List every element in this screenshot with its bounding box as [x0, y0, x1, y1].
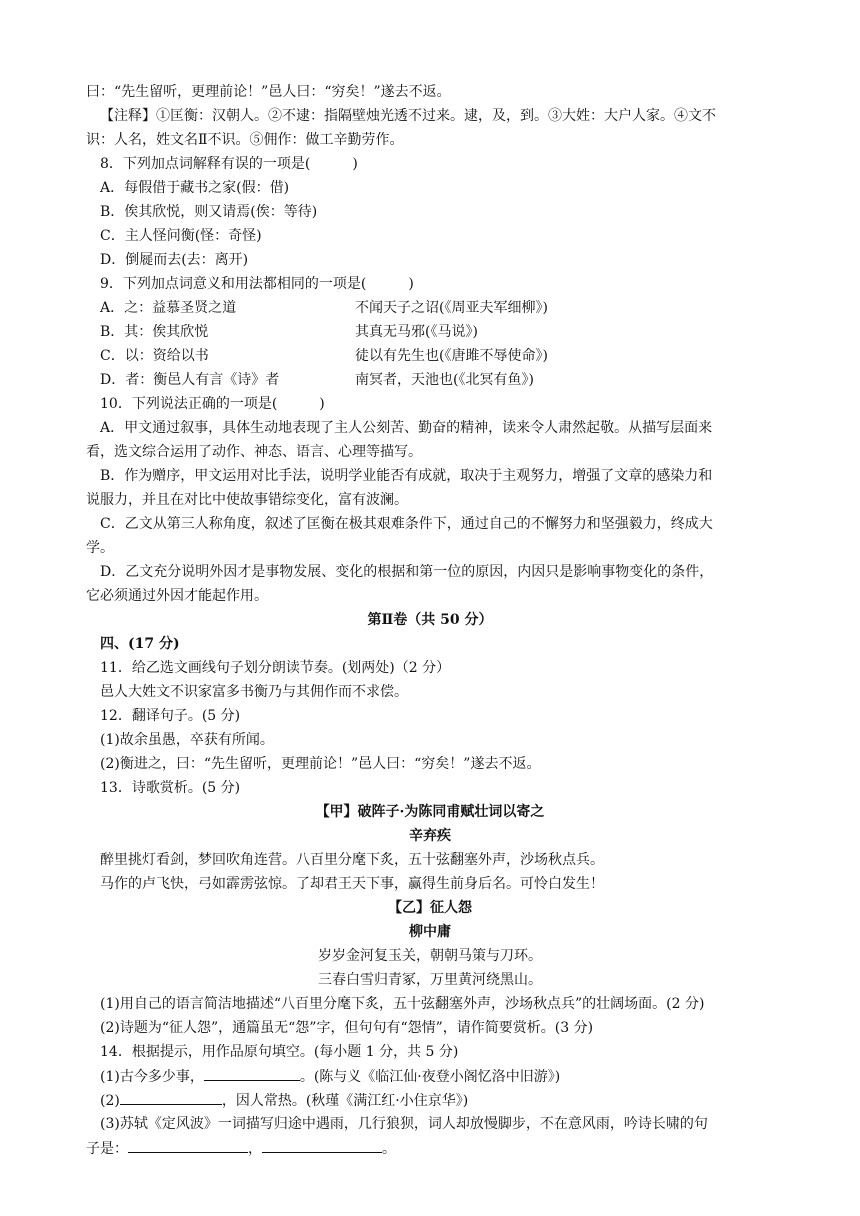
q13-sub-question-2: (2)诗题为“征人怨”，通篇虽无“怨”字，但句句有“怨情”，请作简要赏析。(3 分): [100, 1020, 594, 1036]
q13-sub-question-1: (1)用自己的语言简洁地描述“八百里分麾下炙，五十弦翻塞外声，沙场秋点兵”的壮阔场面。(2 分): [100, 996, 705, 1012]
poem-2-line-2: 三春白雪归青冢，万里黄河绕黑山。: [318, 972, 542, 988]
q8-option-c: C．主人怪问衡(怪：奇怪): [100, 228, 262, 244]
q9-option-b-right: 其真无马邪(《马说》): [355, 324, 478, 340]
poem-1-title: 【甲】破阵子·为陈同甫赋壮词以寄之: [315, 804, 545, 820]
q14-item-3-answer-blank-1[interactable]: [128, 1138, 248, 1153]
q11-sentence: 邑人大姓文不识家富多书衡乃与其佣作而不求偿。: [100, 684, 408, 700]
q9-option-a-left: A．之：益慕圣贤之道: [100, 300, 237, 316]
q8-option-d: D．倒屣而去(去：离开): [100, 252, 249, 268]
q12-sentence-2: (2)衡进之，曰：“先生留听，更理前论！”邑人曰：“穷矣！”遂去不返。: [100, 756, 541, 772]
q10-d-line-2: 它必须通过外因才能起作用。: [86, 588, 268, 604]
q14-item-3-line-2: [86, 1138, 396, 1159]
q14-item-1: [100, 1066, 560, 1087]
poem-2-line-1: 岁岁金河复玉关，朝朝马策与刀环。: [318, 948, 542, 964]
q9-option-a-right: 不闻天子之诏(《周亚夫军细柳》): [355, 300, 548, 316]
q12-sentence-1: (1)故余虽愚，卒获有所闻。: [100, 732, 274, 748]
q14-stem: 14．根据提示，用作品原句填空。(每小题 1 分，共 5 分): [100, 1044, 459, 1060]
q10-stem: 10．下列说法正确的一项是( ): [100, 396, 325, 412]
q10-c-line-2: 学。: [86, 540, 114, 556]
q8-option-b: B．俟其欣悦，则又请焉(俟：等待): [100, 204, 318, 220]
q14-item-3-separator: ，: [248, 1141, 262, 1157]
q8-stem: 8．下列加点词解释有误的一项是( ): [100, 156, 358, 172]
q14-item-1-prefix: (1)古今多少事，: [100, 1069, 204, 1085]
q10-a-line-1: A．甲文通过叙事，具体生动地表现了主人公刻苦、勤奋的精神，读来令人肃然起敬。从描写层面来: [100, 420, 713, 436]
passage-end-line: 曰：“先生留听，更理前论！”邑人曰：“穷矣！”遂去不返。: [86, 84, 451, 100]
section-4-heading: 四、(17 分): [100, 636, 180, 652]
poem-2-author: 柳中庸: [409, 924, 451, 940]
q14-item-2-suffix: ，因人常热。(秋瑾《满江红·小住京华》): [221, 1093, 469, 1109]
q14-item-3-prefix: 子是：: [86, 1141, 128, 1157]
q13-stem: 13．诗歌赏析。(5 分): [100, 780, 241, 796]
q14-item-1-answer-blank[interactable]: [204, 1066, 300, 1081]
q8-option-a: A．每假借于藏书之家(假：借): [100, 180, 290, 196]
poem-1-author: 辛弃疾: [409, 828, 451, 844]
q14-item-2-prefix: (2): [100, 1093, 120, 1109]
q10-b-line-2: 说服力，并且在对比中使故事错综变化，富有波澜。: [86, 492, 408, 508]
q9-option-c-left: C．以：资给以书: [100, 348, 209, 364]
q12-stem: 12．翻译句子。(5 分): [100, 708, 241, 724]
q9-option-c-right: 徒以有先生也(《唐雎不辱使命》): [355, 348, 548, 364]
q14-item-3-line-1: (3)苏轼《定风波》一词描写归途中遇雨，几行狼狈，词人却放慢脚步，不在意风雨，吟诗长啸的句: [100, 1116, 708, 1132]
poem-1-line-1: 醉里挑灯看剑，梦回吹角连营。八百里分麾下炙，五十弦翻塞外声，沙场秋点兵。: [100, 852, 604, 868]
q14-item-2-answer-blank[interactable]: [120, 1090, 222, 1105]
poem-1-line-2: 马作的卢飞快，弓如霹雳弦惊。了却君王天下事，赢得生前身后名。可怜白发生！: [100, 876, 604, 892]
q9-option-b-left: B．其：俟其欣悦: [100, 324, 209, 340]
q14-item-2: [100, 1090, 468, 1111]
poem-2-title: 【乙】征人怨: [388, 900, 472, 916]
notes-line-1: 【注释】①匡衡：汉朝人。②不逮：指隔壁烛光透不过来。逮，及，到。③大姓：大户人家。④文不: [100, 108, 716, 124]
q9-stem: 9．下列加点词意义和用法都相同的一项是( ): [100, 276, 414, 292]
q14-item-3-suffix: 。: [382, 1141, 396, 1157]
q11-stem: 11．给乙选文画线句子划分朗读节奏。(划两处)（2 分）: [100, 660, 451, 676]
q14-item-3-answer-blank-2[interactable]: [262, 1138, 382, 1153]
q9-option-d-left: D．者：衡邑人有言《诗》者: [100, 372, 280, 388]
part2-title: 第Ⅱ卷（共 50 分）: [367, 612, 493, 628]
q9-option-d-right: 南冥者，天池也(《北冥有鱼》): [355, 372, 534, 388]
q10-b-line-1: B．作为赠序，甲文运用对比手法，说明学业能否有成就，取决于主观努力，增强了文章的感染力和: [100, 468, 713, 484]
q10-a-line-2: 看，选文综合运用了动作、神态、语言、心理等描写。: [86, 444, 422, 460]
notes-line-2: 识：人名，姓文名Ⅱ不识。⑤佣作：做工辛勤劳作。: [86, 132, 404, 148]
q14-item-1-suffix: 。(陈与义《临江仙·夜登小阁忆洛中旧游》): [299, 1069, 561, 1085]
q10-c-line-1: C．乙文从第三人称角度，叙述了匡衡在极其艰难条件下，通过自己的不懈努力和坚强毅力，终成大: [100, 516, 713, 532]
q10-d-line-1: D．乙文充分说明外因才是事物发展、变化的根据和第一位的原因，内因只是影响事物变化的条件，: [100, 564, 714, 580]
